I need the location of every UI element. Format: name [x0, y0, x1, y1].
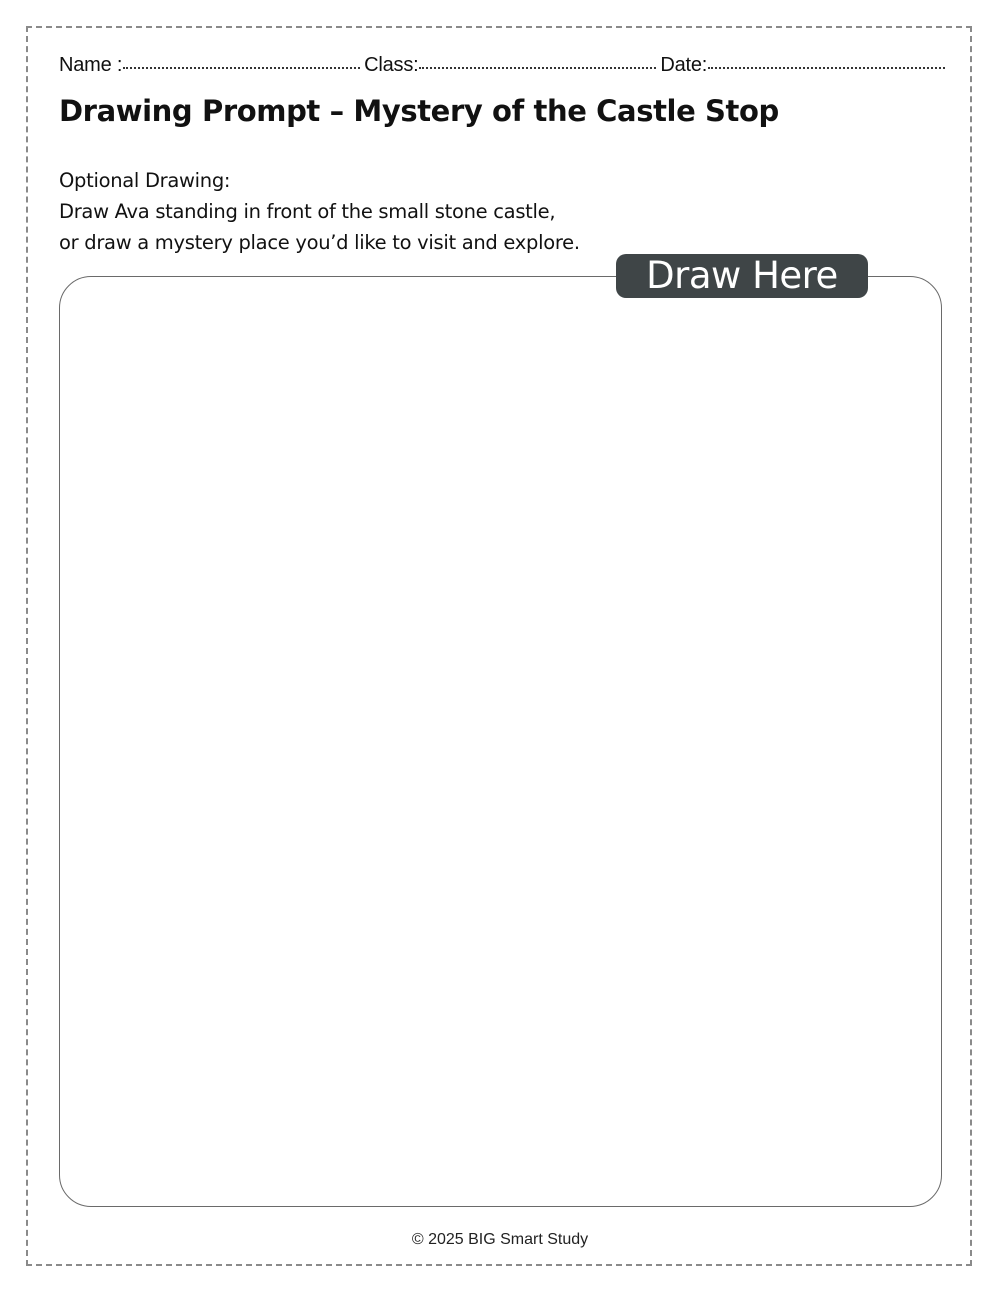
date-field[interactable] — [708, 53, 945, 69]
draw-here-label: Draw Here — [616, 254, 868, 298]
prompt-line-2: or draw a mystery place you’d like to visit and explore. — [59, 231, 580, 254]
page-title: Drawing Prompt – Mystery of the Castle Stop — [59, 94, 779, 128]
prompt-line-1: Draw Ava standing in front of the small stone castle, — [59, 200, 556, 223]
student-info-row — [59, 54, 945, 80]
date-label: Date: — [660, 54, 708, 76]
name-label: Name : — [59, 54, 123, 76]
drawing-prompt — [59, 165, 580, 258]
name-field[interactable] — [123, 53, 360, 69]
class-label: Class: — [364, 54, 419, 76]
copyright-footer: © 2025 BIG Smart Study — [411, 1231, 589, 1248]
prompt-heading: Optional Drawing: — [59, 169, 231, 192]
drawing-area[interactable] — [59, 276, 942, 1207]
class-field[interactable] — [419, 53, 656, 69]
